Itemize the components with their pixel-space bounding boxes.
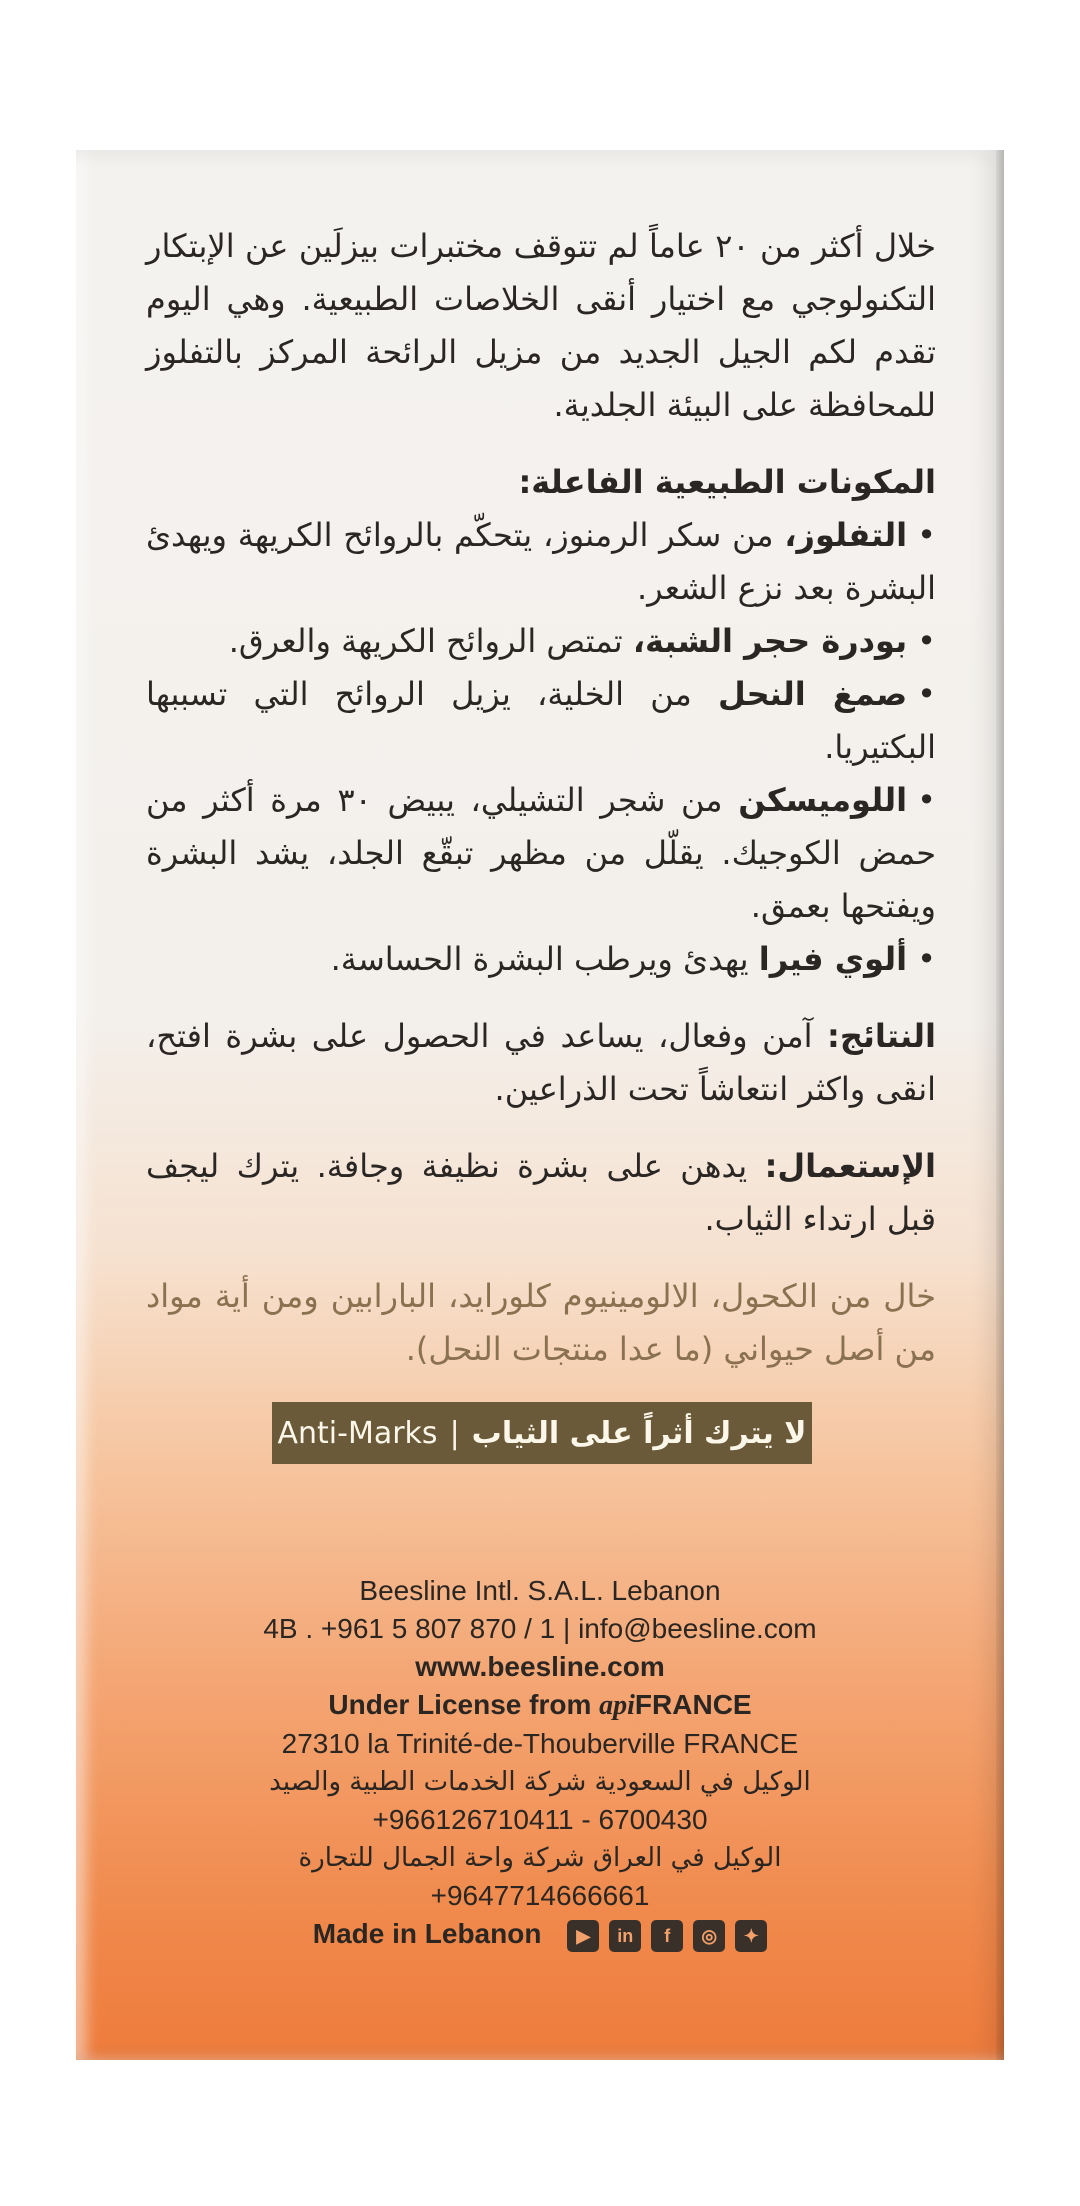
intro-paragraph: خلال أكثر من ٢٠ عاماً لم تتوقف مختبرات بيزلَين عن الإبتكار التكنولوجي مع اختيار أنقى الخلاصات الطبيعية. وهي اليوم تقدم لكم الجيل الجديد من مزيل الرائحة المركز بالتفلوز للمحافظة على البيئة الجلدية. [146, 227, 937, 424]
twitter-icon: ✦ [735, 1920, 767, 1952]
ingredient-item: •ألوي فيرا يهدئ ويرطب البشرة الحساسة. [330, 940, 936, 978]
api-logo: api [599, 1690, 635, 1721]
facebook-icon: f [651, 1920, 683, 1952]
badge-separator: | [449, 1415, 460, 1451]
results-paragraph: النتائج: آمن وفعال، يساعد في الحصول على بشرة افتح، انقى واكثر انتعاشاً تحت الذراعين. [146, 1017, 937, 1108]
made-in: Made in Lebanon [312, 1918, 542, 1949]
company-info [76, 1572, 1004, 1953]
social-icons [567, 1920, 767, 1952]
free-from-paragraph: خال من الكحول، الالومينيوم كلورايد، البارابين ومن أية مواد من أصل حيواني (ما عدا منتجات النحل). [146, 1277, 936, 1368]
ingredient-item: •التفلوز، من سكر الرمنوز، يتحكّم بالروائح الكريهة ويهدئ البشرة بعد نزع الشعر. [146, 516, 937, 607]
license-line: Under License from apiFRANCE [328, 1689, 752, 1721]
ingredient-item: •بودرة حجر الشبة، تمتص الروائح الكريهة والعرق. [228, 622, 936, 660]
ingredient-item: •صمغ النحل من الخلية، يزيل الروائح التي تسببها البكتيريا. [146, 675, 937, 766]
company-address: 27310 la Trinité-de-Thouberville FRANCE [281, 1728, 799, 1759]
instagram-icon: ◎ [693, 1920, 725, 1952]
usage-paragraph: الإستعمال: يدهن على بشرة نظيفة وجافة. يترك ليجف قبل ارتداء الثياب. [146, 1147, 937, 1238]
saudi-phone: +966126710411 - 6700430 [372, 1804, 708, 1835]
anti-marks-badge [272, 1402, 812, 1464]
company-phone: 4B . +961 5 807 870 / 1 | info@beesline.com [263, 1613, 817, 1644]
badge-english: Anti-Marks [277, 1415, 438, 1451]
youtube-icon: ▶ [567, 1920, 599, 1952]
iraq-agent: الوكيل في العراق شركة واحة الجمال للتجارة [298, 1843, 782, 1873]
company-website: www.beesline.com [415, 1651, 665, 1682]
company-name: Beesline Intl. S.A.L. Lebanon [359, 1575, 721, 1606]
made-in-line [76, 1915, 1004, 1953]
ingredients-list [146, 509, 936, 986]
linkedin-icon: in [609, 1920, 641, 1952]
badge-arabic: لا يترك أثراً على الثياب [471, 1415, 807, 1451]
saudi-agent: الوكيل في السعودية شركة الخدمات الطبية والصيد [269, 1767, 811, 1797]
product-box-side [76, 150, 1004, 2060]
iraq-phone: +9647714666661 [430, 1880, 650, 1911]
ingredients-title: المكونات الطبيعية الفاعلة: [518, 463, 936, 501]
arabic-text-block [146, 220, 936, 1400]
ingredient-item: •اللوميسكن من شجر التشيلي، يبيض ٣٠ مرة أكثر من حمض الكوجيك. يقلّل من مظهر تبقّع الجلد، يشد البشرة ويفتحها بعمق. [146, 781, 937, 925]
